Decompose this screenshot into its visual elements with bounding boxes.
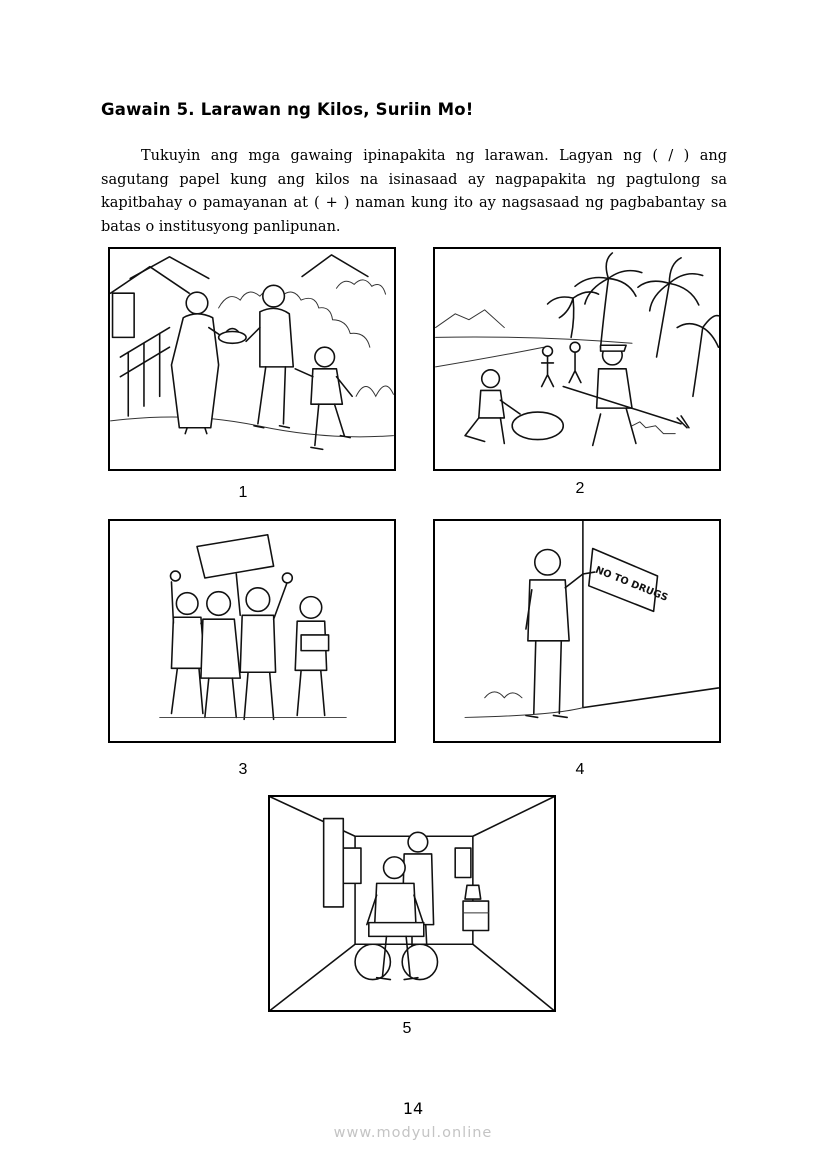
activity-title: Gawain 5. Larawan ng Kilos, Suriin Mo!: [101, 100, 474, 119]
picture-5-label: 5: [402, 1020, 412, 1037]
picture-4-no-to-drugs: [433, 519, 721, 743]
picture-2-cleaning: [433, 247, 721, 471]
picture-3-protest: [108, 519, 396, 743]
picture-1-label: 1: [238, 484, 248, 501]
watermark: www.modyul.online: [333, 1125, 493, 1141]
no-to-drugs-sign: [589, 549, 669, 612]
picture-2-label: 2: [575, 480, 585, 497]
picture-3-label: 3: [238, 761, 248, 778]
picture-5-wheelchair: [268, 795, 556, 1012]
page-number: 14: [402, 1099, 424, 1118]
picture-1-sharing-food: [108, 247, 396, 471]
picture-4-label: 4: [575, 761, 585, 778]
instructions-paragraph: Tukuyin ang mga gawaing ipinapakita ng larawan. Lagyan ng ( / ) ang sagutang papel kung ang kilos na isinasaad ay nagpapakita ng pagtulong sa kapitbahay o pamayanan at ( + ) naman kung ito ay nagsasaad ng pagbabantay sa batas o institusyong panlipunan.: [101, 148, 727, 235]
sign-text: NO TO DRUGS: [593, 564, 670, 604]
